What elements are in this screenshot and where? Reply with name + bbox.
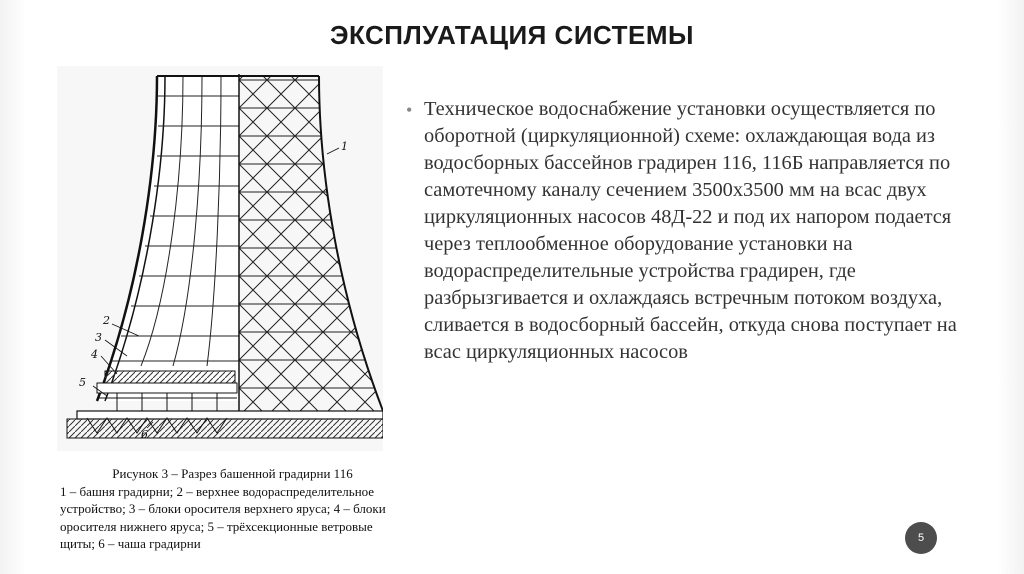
cooling-tower-figure <box>57 66 383 451</box>
callout-4: 4 <box>91 348 98 361</box>
bullet-item <box>406 96 984 366</box>
bullet-icon: • <box>406 100 413 120</box>
callout-2: 2 <box>103 314 110 327</box>
callout-3: 3 <box>95 331 102 344</box>
slide-title: ЭКСПЛУАТАЦИЯ СИСТЕМЫ <box>330 20 694 50</box>
figure-caption-title: Рисунок 3 – Разрез башенной градирни 116 <box>112 466 353 481</box>
figure-caption-text: 1 – башня градирни; 2 – верхнее водораспределительное устройство; 3 – блоки оросителя верхнего яруса; 4 – блоки оросителя нижнего яруса; 5 – трёхсекционные ветровые щиты; 6 – чаша градирни <box>60 483 386 551</box>
figure-caption <box>60 465 405 553</box>
page-number-badge: 5 <box>905 522 937 554</box>
callout-5: 5 <box>79 376 86 389</box>
bullet-body: Техническое водоснабжение установки осуществляется по оборотной (циркуляционной) схеме: охлаждающая вода из водосборных бассейнов градирен 116, 116Б направляется по самотечному каналу сечением 3500х3500 мм на всас двух циркуляционных насосов 48Д-22 и под их напором подается через теплообменное оборудование установки на водораспределительные устройства градирен, где разбрызгивается и охлаждаясь встречным потоком воздуха, сливается в водосборный бассейн, откуда снова поступает на всас циркуляционных насосов <box>424 98 957 363</box>
callout-1: 1 <box>341 140 348 153</box>
callout-6: 6 <box>141 428 148 441</box>
cooling-tower-drawing <box>57 66 383 451</box>
